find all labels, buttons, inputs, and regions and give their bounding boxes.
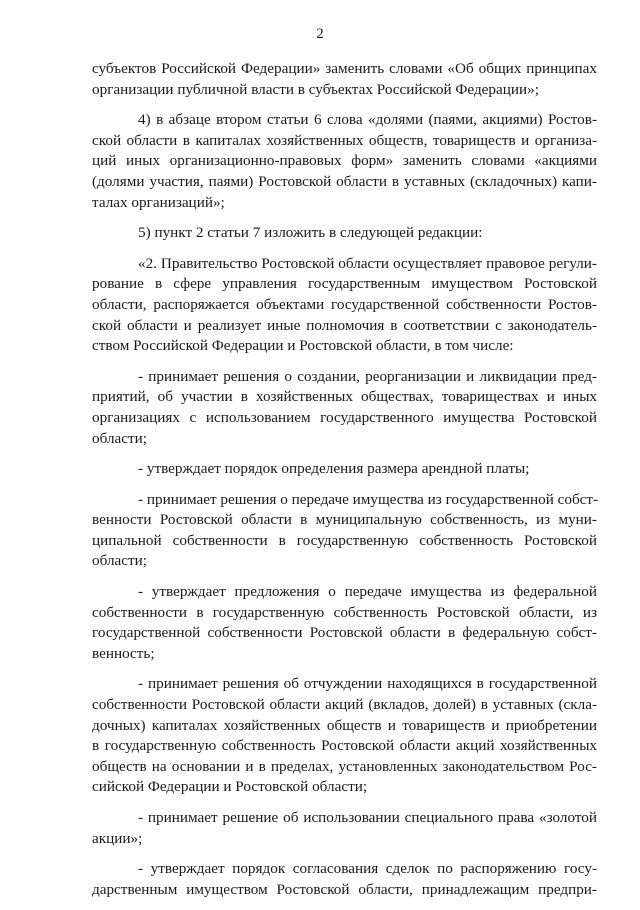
paragraph-line: организациях с использованием государственного имущества Ростовской: [92, 408, 597, 426]
paragraph-line: 4) в абзаце втором статьи 6 слова «долями (паями, акциями) Ростов-: [138, 111, 597, 129]
paragraph-line: в государственную собственность Ростовской области акций хозяйственных: [92, 737, 597, 755]
paragraph-line: области;: [92, 429, 147, 447]
paragraph-line: - утверждает предложения о передаче имущества из федеральной: [138, 583, 597, 601]
paragraph-line: - принимает решения о создании, реорганизации и ликвидации пред-: [138, 367, 597, 385]
paragraph-line: ций иных организационно-правовых форм» заменить словами «акциями: [92, 152, 597, 170]
paragraph: [92, 859, 597, 900]
paragraph-line: - принимает решение об использовании специального права «золотой: [138, 809, 597, 826]
paragraph: [92, 459, 597, 480]
paragraph-line: венности Ростовской области в муниципальную собственность, из муни-: [92, 511, 597, 529]
paragraph-line: собственности в государственную собственность Ростовской области, из: [92, 603, 597, 621]
paragraph: [92, 808, 597, 849]
paragraph: [92, 110, 597, 213]
page-number: 2: [316, 26, 324, 42]
paragraph-line: области, распоряжается объектами государственной собственности Ростов-: [92, 295, 597, 313]
paragraph-line: дочных) капиталах хозяйственных обществ и товариществ и приобретении: [92, 716, 597, 734]
paragraph-line: области;: [92, 552, 147, 570]
paragraph-line: - утверждает порядок согласования сделок по распоряжению госу-: [138, 860, 597, 878]
paragraph-line: талах организаций»;: [92, 193, 225, 211]
paragraph-line: - утверждает порядок определения размера арендной платы;: [138, 460, 530, 478]
paragraph-line: собственности Ростовской области акций (вкладов, долей) в уставных (скла-: [92, 696, 597, 714]
paragraph: [92, 490, 597, 572]
paragraph: [92, 254, 597, 357]
paragraph-line: сийской Федерации и Ростовской области;: [92, 778, 368, 796]
paragraph-line: - принимает решения о передаче имущества из государственной собст-: [138, 490, 599, 508]
paragraph-line: ской области в капиталах хозяйственных обществ, товариществ и организа-: [92, 131, 597, 149]
paragraph-line: ской области и реализует иные полномочия в соответствии с законодатель-: [92, 316, 597, 334]
paragraph-line: дарственным имуществом Ростовской области, принадлежащим предпри-: [92, 880, 597, 898]
paragraph-line: - принимает решения об отчуждении находящихся в государственной: [138, 675, 597, 693]
paragraph-line: обществ на основании и в пределах, установленных законодательством Рос-: [92, 757, 597, 775]
paragraph-line: 5) пункт 2 статьи 7 изложить в следующей редакции:: [138, 224, 483, 242]
paragraph-line: рование в сфере управления государственным имуществом Ростовской: [92, 275, 597, 293]
paragraph-line: ством Российской Федерации и Ростовской области, в том числе:: [92, 337, 514, 355]
paragraph-line: государственной собственности Ростовской области в федеральную собст-: [92, 624, 597, 642]
paragraph-line: (долями участия, паями) Ростовской области в уставных (складочных) капи-: [92, 172, 597, 190]
paragraph: [92, 59, 597, 100]
paragraph-line: акции»;: [92, 829, 143, 847]
paragraph: [92, 367, 597, 449]
paragraph-line: приятий, об участии в хозяйственных обществах, товариществах и иных: [92, 388, 597, 406]
paragraph: [92, 582, 597, 664]
paragraph-line: ципальной собственности в государственную собственность Ростовской: [92, 531, 597, 549]
paragraph-line: венность;: [92, 644, 155, 662]
document-body: [92, 59, 597, 910]
paragraph-line: организации публичной власти в субъектах Российской Федерации»;: [92, 80, 539, 98]
paragraph-line: «2. Правительство Ростовской области осуществляет правовое регули-: [138, 254, 597, 272]
paragraph: [92, 223, 597, 244]
paragraph-line: субъектов Российской Федерации» заменить словами «Об общих принципах: [92, 60, 597, 77]
paragraph: [92, 674, 597, 798]
